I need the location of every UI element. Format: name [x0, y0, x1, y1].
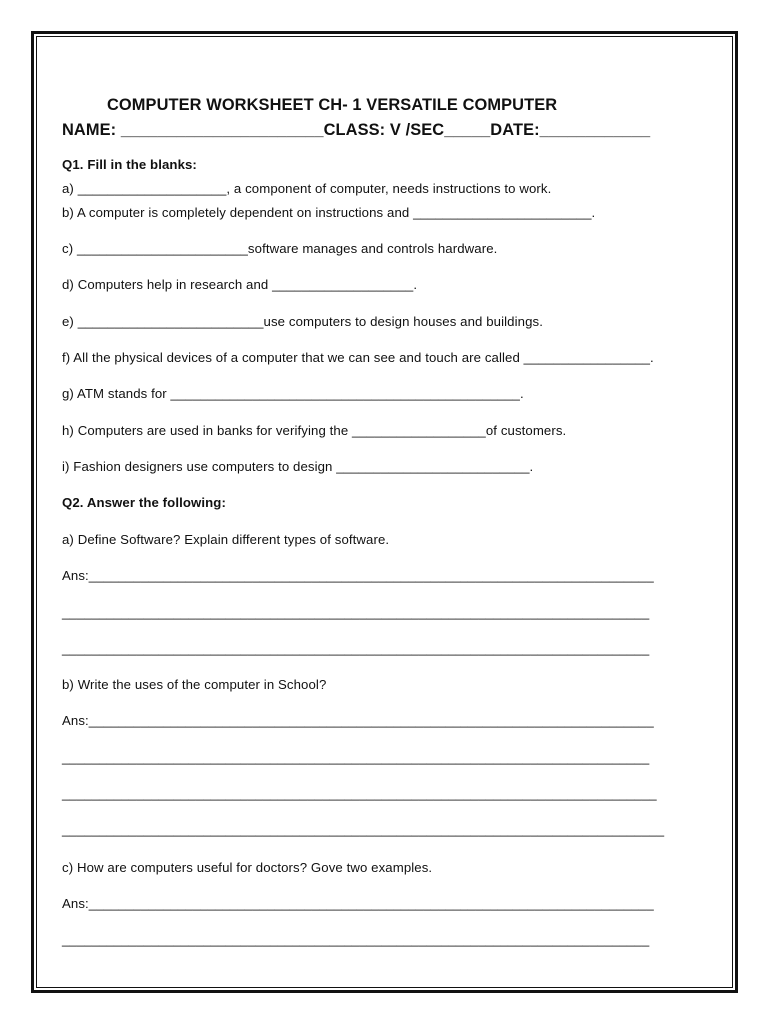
q1-item-c: c) _______________________software manages and controls hardware.: [62, 241, 498, 256]
q2-heading: Q2. Answer the following:: [62, 495, 226, 510]
q1-item-d: d) Computers help in research and ___________________.: [62, 277, 418, 292]
q2-c-answer-line: _______________________________________________________________________________: [62, 932, 650, 947]
q2-b-question: b) Write the uses of the computer in School?: [62, 677, 327, 692]
q1-item-a: a) ____________________, a component of computer, needs instructions to work.: [62, 181, 552, 196]
q2-a-question: a) Define Software? Explain different types of software.: [62, 532, 390, 547]
q1-item-g: g) ATM stands for _______________________________________________.: [62, 386, 524, 401]
q1-item-e: e) _________________________use computers to design houses and buildings.: [62, 314, 543, 329]
q1-heading: Q1. Fill in the blanks:: [62, 157, 197, 172]
worksheet-title: COMPUTER WORKSHEET CH- 1 VERSATILE COMPUTER: [107, 96, 558, 114]
q2-a-answer-line: _______________________________________________________________________________: [62, 641, 650, 656]
q1-item-b: b) A computer is completely dependent on instructions and ________________________.: [62, 205, 596, 220]
q2-a-answer-line: Ans:____________________________________________________________________________: [62, 568, 654, 583]
q2-b-answer-line: Ans:____________________________________________________________________________: [62, 713, 654, 728]
q2-a-answer-line: _______________________________________________________________________________: [62, 605, 650, 620]
q2-b-answer-line: ________________________________________________________________________________: [62, 786, 657, 801]
q1-item-i: i) Fashion designers use computers to design __________________________.: [62, 459, 534, 474]
q2-b-answer-line: _________________________________________________________________________________: [62, 822, 665, 837]
inner-border: [36, 36, 733, 988]
q2-c-question: c) How are computers useful for doctors? Gove two examples.: [62, 860, 433, 875]
q1-item-h: h) Computers are used in banks for verifying the __________________of customers.: [62, 423, 567, 438]
q2-b-answer-line: _______________________________________________________________________________: [62, 750, 650, 765]
q1-item-f: f) All the physical devices of a computer that we can see and touch are called _________________.: [62, 350, 654, 365]
name-class-date-line: NAME: ______________________CLASS: V /SEC_____DATE:____________: [62, 121, 651, 139]
q2-c-answer-line: Ans:____________________________________________________________________________: [62, 896, 654, 911]
